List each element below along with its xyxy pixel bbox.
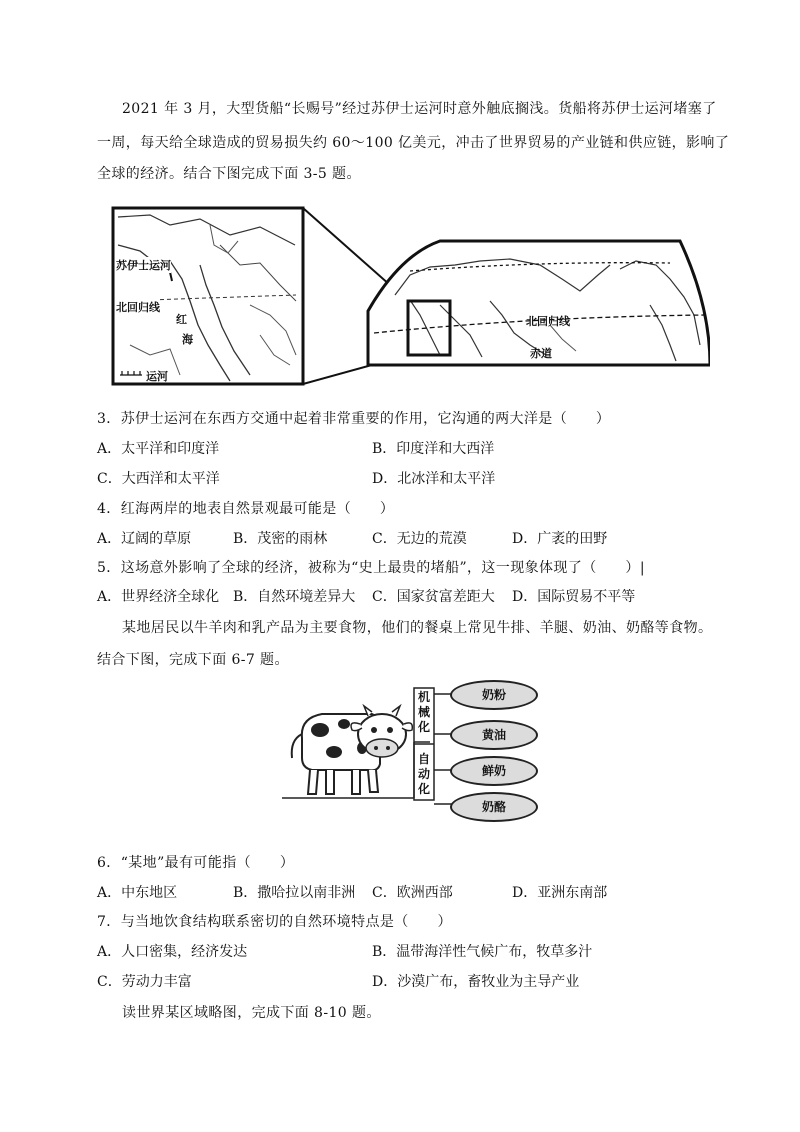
q3-option-a: A．太平洋和印度洋: [97, 441, 220, 457]
q5-option-b: B．自然环境差异大: [233, 589, 356, 605]
product-milk-powder: 奶粉: [450, 680, 538, 710]
inset-legend-canal: 运河: [146, 370, 168, 383]
q7-option-a: A．人口密集，经济发达: [97, 944, 248, 960]
q6-option-d: D．亚洲东南部: [512, 885, 608, 901]
q3-option-c: C．大西洋和太平洋: [97, 471, 220, 487]
q3-option-d: D．北冰洋和太平洋: [372, 471, 496, 487]
intro2-line-1: 某地居民以牛羊肉和乳产品为主要食物，他们的餐桌上常见牛排、羊腿、奶油、奶酪等食物。: [122, 620, 713, 636]
intro-line-2: 一周，每天给全球造成的贸易损失约 60～100 亿美元，冲击了世界贸易的产业链和供应链，影响了: [97, 135, 730, 151]
q4-stem: 4．红海两岸的地表自然景观最可能是（ ）: [97, 501, 395, 517]
world-label-tropic: 北回归线: [526, 315, 570, 328]
q7-option-c: C．劳动力丰富: [97, 974, 192, 990]
dairy-figure: [282, 678, 552, 828]
intro-line-3: 全球的经济。结合下图完成下面 3-5 题。: [97, 166, 361, 182]
inset-label-suez-canal: 苏伊士运河: [116, 259, 171, 272]
intro3-line-1: 读世界某区域略图，完成下面 8-10 题。: [122, 1005, 381, 1021]
suez-map-figure: [110, 205, 710, 387]
q4-option-a: A．辽阔的草原: [97, 531, 192, 547]
intro-line-1: 2021 年 3 月，大型货船“长赐号”经过苏伊士运河时意外触底搁浅。货船将苏伊士运河堵塞了: [122, 101, 717, 117]
q5-option-c: C．国家贫富差距大: [372, 589, 495, 605]
inset-label-red: 红: [176, 313, 187, 326]
product-cheese: 奶酪: [450, 792, 538, 822]
q5-option-d: D．国际贸易不平等: [512, 589, 636, 605]
q4-option-c: C．无边的荒漠: [372, 531, 467, 547]
q7-option-d: D．沙漠广布，畜牧业为主导产业: [372, 974, 580, 990]
q4-option-b: B．茂密的雨林: [233, 531, 328, 547]
label-automation: 自动化: [417, 752, 430, 796]
q7-stem: 7．与当地饮食结构联系密切的自然环境特点是（ ）: [97, 914, 452, 930]
q7-option-b: B．温带海洋性气候广布，牧草多汁: [372, 944, 593, 960]
world-label-equator: 赤道: [530, 347, 552, 360]
map-drawing: [110, 205, 710, 387]
label-mechanization: 机械化: [417, 690, 430, 734]
product-fresh-milk: 鲜奶: [450, 756, 538, 786]
q5-option-a: A．世界经济全球化: [97, 589, 220, 605]
inset-label-tropic: 北回归线: [116, 301, 160, 314]
q6-stem: 6．“某地”最有可能指（ ）: [97, 855, 295, 871]
q3-option-b: B．印度洋和大西洋: [372, 441, 495, 457]
product-butter: 黄油: [450, 720, 538, 750]
q4-option-d: D．广袤的田野: [512, 531, 608, 547]
q6-option-b: B．撒哈拉以南非洲: [233, 885, 356, 901]
intro2-line-2: 结合下图，完成下面 6-7 题。: [97, 652, 289, 668]
q6-option-a: A．中东地区: [97, 885, 178, 901]
inset-label-sea: 海: [182, 333, 193, 346]
q6-option-c: C．欧洲西部: [372, 885, 453, 901]
q3-stem: 3．苏伊士运河在东西方交通中起着非常重要的作用，它沟通的两大洋是（ ）: [97, 411, 611, 427]
q5-stem: 5．这场意外影响了全球的经济，被称为“史上最贵的堵船”，这一现象体现了（ ）|: [97, 560, 645, 576]
